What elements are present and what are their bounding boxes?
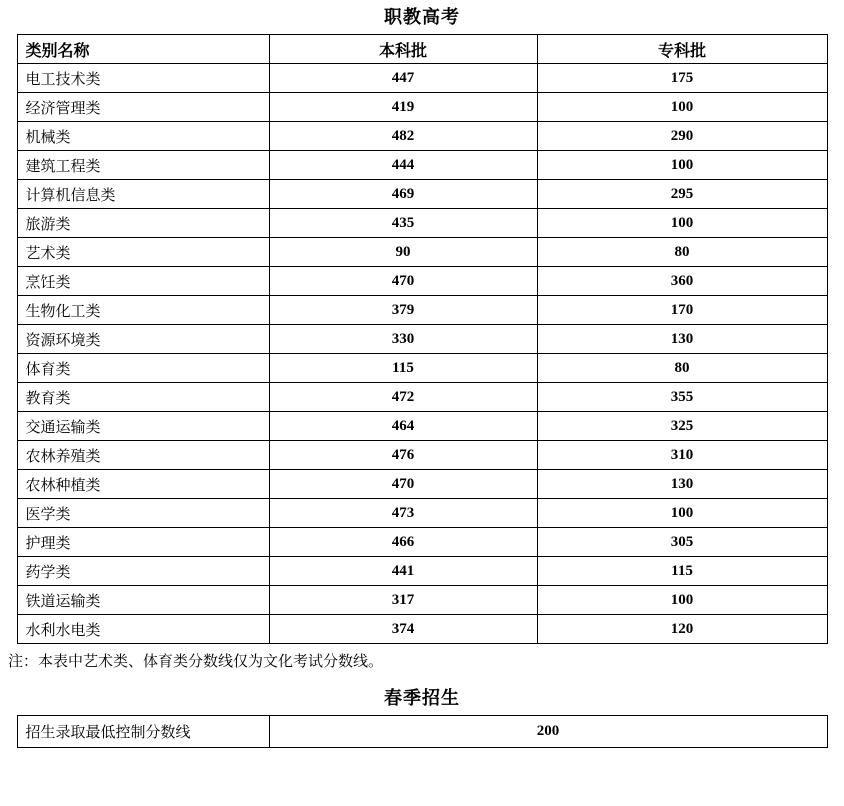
junior-college-score: 305 — [537, 528, 827, 557]
undergraduate-score: 441 — [269, 557, 537, 586]
junior-college-score: 290 — [537, 122, 827, 151]
junior-college-score: 100 — [537, 586, 827, 615]
junior-college-score: 295 — [537, 180, 827, 209]
category-name: 水利水电类 — [17, 615, 269, 644]
spring-admission-table — [17, 715, 828, 748]
vocational-exam-title: 职教高考 — [384, 7, 460, 27]
junior-college-score: 100 — [537, 93, 827, 122]
vocational-score-table — [17, 34, 828, 644]
category-name: 资源环境类 — [17, 325, 269, 354]
junior-college-score: 130 — [537, 470, 827, 499]
junior-college-score: 80 — [537, 238, 827, 267]
table-row — [17, 122, 827, 151]
table-row — [17, 412, 827, 441]
category-name: 药学类 — [17, 557, 269, 586]
category-name: 交通运输类 — [17, 412, 269, 441]
undergraduate-score: 464 — [269, 412, 537, 441]
table-row — [17, 267, 827, 296]
category-name: 生物化工类 — [17, 296, 269, 325]
junior-college-score: 115 — [537, 557, 827, 586]
category-name: 护理类 — [17, 528, 269, 557]
category-name: 艺术类 — [17, 238, 269, 267]
table-row — [17, 209, 827, 238]
undergraduate-score: 472 — [269, 383, 537, 412]
undergraduate-score: 374 — [269, 615, 537, 644]
junior-college-score: 355 — [537, 383, 827, 412]
undergraduate-score: 379 — [269, 296, 537, 325]
table-row — [17, 325, 827, 354]
table-row — [17, 586, 827, 615]
undergraduate-score: 466 — [269, 528, 537, 557]
category-name: 农林种植类 — [17, 470, 269, 499]
category-name: 机械类 — [17, 122, 269, 151]
undergraduate-score: 317 — [269, 586, 537, 615]
undergraduate-score: 115 — [269, 354, 537, 383]
table-header-row — [17, 35, 827, 64]
undergraduate-score: 469 — [269, 180, 537, 209]
junior-college-score: 100 — [537, 151, 827, 180]
spring-admission-title: 春季招生 — [384, 688, 460, 708]
category-name: 农林养殖类 — [17, 441, 269, 470]
table-row — [17, 499, 827, 528]
junior-college-score: 360 — [537, 267, 827, 296]
undergraduate-score: 444 — [269, 151, 537, 180]
junior-college-score: 120 — [537, 615, 827, 644]
undergraduate-score: 482 — [269, 122, 537, 151]
table-row — [17, 64, 827, 93]
table-row — [17, 354, 827, 383]
table-note: 注：本表中艺术类、体育类分数线仅为文化考试分数线。 — [8, 654, 384, 670]
table-row — [17, 615, 827, 644]
category-name: 铁道运输类 — [17, 586, 269, 615]
undergraduate-score: 447 — [269, 64, 537, 93]
undergraduate-score: 470 — [269, 267, 537, 296]
junior-college-score: 100 — [537, 499, 827, 528]
undergraduate-score: 419 — [269, 93, 537, 122]
table-row — [17, 528, 827, 557]
category-name: 旅游类 — [17, 209, 269, 238]
undergraduate-score: 330 — [269, 325, 537, 354]
category-name: 医学类 — [17, 499, 269, 528]
column-header-junior-college: 专科批 — [537, 35, 827, 64]
table-row — [17, 716, 827, 748]
spring-minimum-line-label: 招生录取最低控制分数线 — [17, 716, 269, 748]
undergraduate-score: 473 — [269, 499, 537, 528]
junior-college-score: 325 — [537, 412, 827, 441]
table-row — [17, 470, 827, 499]
undergraduate-score: 90 — [269, 238, 537, 267]
table-row — [17, 238, 827, 267]
column-header-undergraduate: 本科批 — [269, 35, 537, 64]
junior-college-score: 100 — [537, 209, 827, 238]
junior-college-score: 130 — [537, 325, 827, 354]
junior-college-score: 310 — [537, 441, 827, 470]
table-row — [17, 441, 827, 470]
undergraduate-score: 476 — [269, 441, 537, 470]
junior-college-score: 170 — [537, 296, 827, 325]
category-name: 体育类 — [17, 354, 269, 383]
table-row — [17, 180, 827, 209]
table-row — [17, 93, 827, 122]
table-row — [17, 296, 827, 325]
table-row — [17, 151, 827, 180]
score-line-document — [0, 6, 844, 806]
category-name: 计算机信息类 — [17, 180, 269, 209]
junior-college-score: 80 — [537, 354, 827, 383]
table-row — [17, 557, 827, 586]
junior-college-score: 175 — [537, 64, 827, 93]
undergraduate-score: 470 — [269, 470, 537, 499]
undergraduate-score: 435 — [269, 209, 537, 238]
category-name: 电工技术类 — [17, 64, 269, 93]
table-row — [17, 383, 827, 412]
category-name: 建筑工程类 — [17, 151, 269, 180]
category-name: 烹饪类 — [17, 267, 269, 296]
category-name: 教育类 — [17, 383, 269, 412]
category-name: 经济管理类 — [17, 93, 269, 122]
spring-minimum-line-value: 200 — [269, 716, 827, 748]
column-header-category: 类别名称 — [17, 35, 269, 64]
